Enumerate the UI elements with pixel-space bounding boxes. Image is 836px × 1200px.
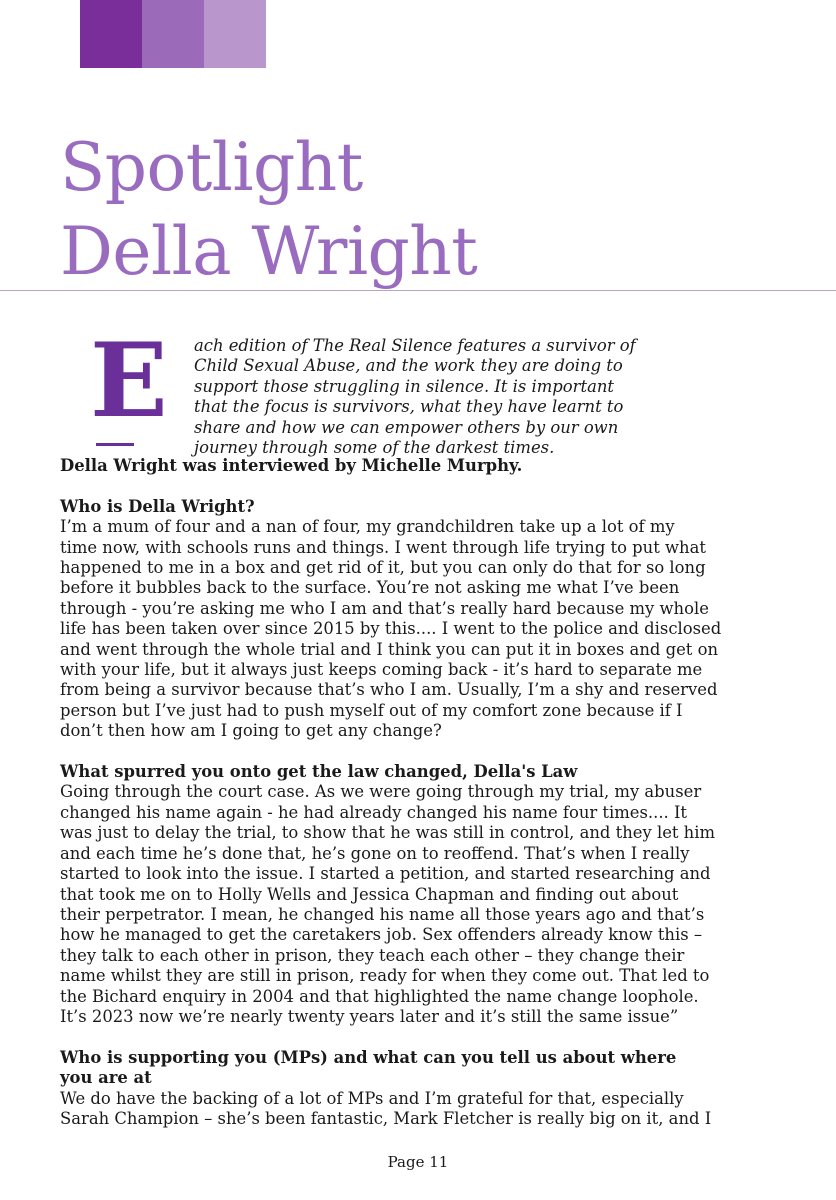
- intro-line: ach edition of The Real Silence features a survivor of: [194, 336, 636, 355]
- page-title: [60, 126, 477, 294]
- body-line: life has been taken over since 2015 by this.... I went to the police and disclosed: [60, 619, 722, 639]
- title-line-2: Della Wright: [60, 213, 478, 290]
- body-line: I’m a mum of four and a nan of four, my grandchildren take up a lot of my: [60, 517, 675, 537]
- body-line: time now, with schools runs and things. I went through life trying to put what: [60, 537, 706, 557]
- body-line: person but I’ve just had to push myself out of my comfort zone because if I: [60, 700, 683, 720]
- drop-cap-underline: [96, 443, 134, 446]
- article-body: [60, 456, 820, 1129]
- intro-line: journey through some of the darkest times.: [194, 438, 555, 458]
- body-line: started to look into the issue. I started a petition, and started researching and: [60, 864, 711, 884]
- body-line: from being a survivor because that’s who I am. Usually, I’m a shy and reserved: [60, 680, 718, 700]
- body-line: they talk to each other in prison, they teach each other – they change their: [60, 945, 685, 965]
- intro-paragraph: [194, 336, 814, 458]
- section-heading: Who is supporting you (MPs) and what can you tell us about where: [60, 1047, 677, 1067]
- body-line: through - you’re asking me who I am and that’s really hard because my whole: [60, 598, 709, 618]
- body-line: before it bubbles back to the surface. You’re not asking me what I’ve been: [60, 578, 680, 598]
- body-line: It’s 2023 now we’re nearly twenty years later and it’s still the same issue”: [60, 1006, 679, 1026]
- body-line: Going through the court case. As we were going through my trial, my abuser: [60, 782, 702, 802]
- body-line: with your life, but it always just keeps coming back - it’s hard to separate me: [60, 660, 703, 680]
- body-line: don’t then how am I going to get any change?: [60, 721, 442, 741]
- byline: Della Wright was interviewed by Michelle Murphy.: [60, 456, 523, 475]
- body-line: the Bichard enquiry in 2004 and that highlighted the name change loophole.: [60, 986, 699, 1006]
- header-swatch-dark: [80, 0, 142, 68]
- intro-line: share and how we can empower others by our own: [194, 417, 619, 437]
- section-heading: What spurred you onto get the law changed, Della's Law: [60, 762, 578, 782]
- body-line: that took me on to Holly Wells and Jessica Chapman and finding out about: [60, 884, 679, 904]
- body-line: Sarah Champion – she’s been fantastic, Mark Fletcher is really big on it, and I: [60, 1108, 712, 1128]
- section-heading: you are at: [60, 1068, 152, 1088]
- body-line: their perpetrator. I mean, he changed his name all those years ago and that’s: [60, 904, 705, 924]
- body-line: and went through the whole trial and I think you can put it in boxes and get on: [60, 639, 718, 659]
- body-line: was just to delay the trial, to show that he was still in control, and they let him: [60, 823, 716, 843]
- intro-line: support those struggling in silence. It is important: [194, 376, 614, 396]
- spacer: [60, 476, 820, 496]
- header-swatch-medium: [142, 0, 204, 68]
- section-heading: Who is Della Wright?: [60, 496, 255, 516]
- intro-line: Child Sexual Abuse, and the work they are doing to: [194, 356, 623, 376]
- title-line-1: Spotlight: [60, 129, 363, 206]
- title-divider: [0, 290, 836, 291]
- drop-cap: E: [90, 321, 168, 441]
- body-line: how he managed to get the caretakers job. Sex offenders already know this –: [60, 925, 703, 945]
- spacer: [60, 742, 820, 762]
- body-line: name whilst they are still in prison, ready for when they come out. That led to: [60, 966, 710, 986]
- spacer: [60, 1027, 820, 1047]
- header-swatch-light: [204, 0, 266, 68]
- body-line: happened to me in a box and get rid of it, but you can only do that for so long: [60, 558, 706, 578]
- body-line: and each time he’s done that, he’s gone on to reoffend. That’s when I really: [60, 843, 690, 863]
- page-number: Page 11: [387, 1153, 449, 1171]
- body-line: We do have the backing of a lot of MPs and I’m grateful for that, especially: [60, 1088, 684, 1108]
- intro-line: that the focus is survivors, what they have learnt to: [194, 397, 624, 417]
- body-line: changed his name again - he had already changed his name four times.... It: [60, 802, 688, 822]
